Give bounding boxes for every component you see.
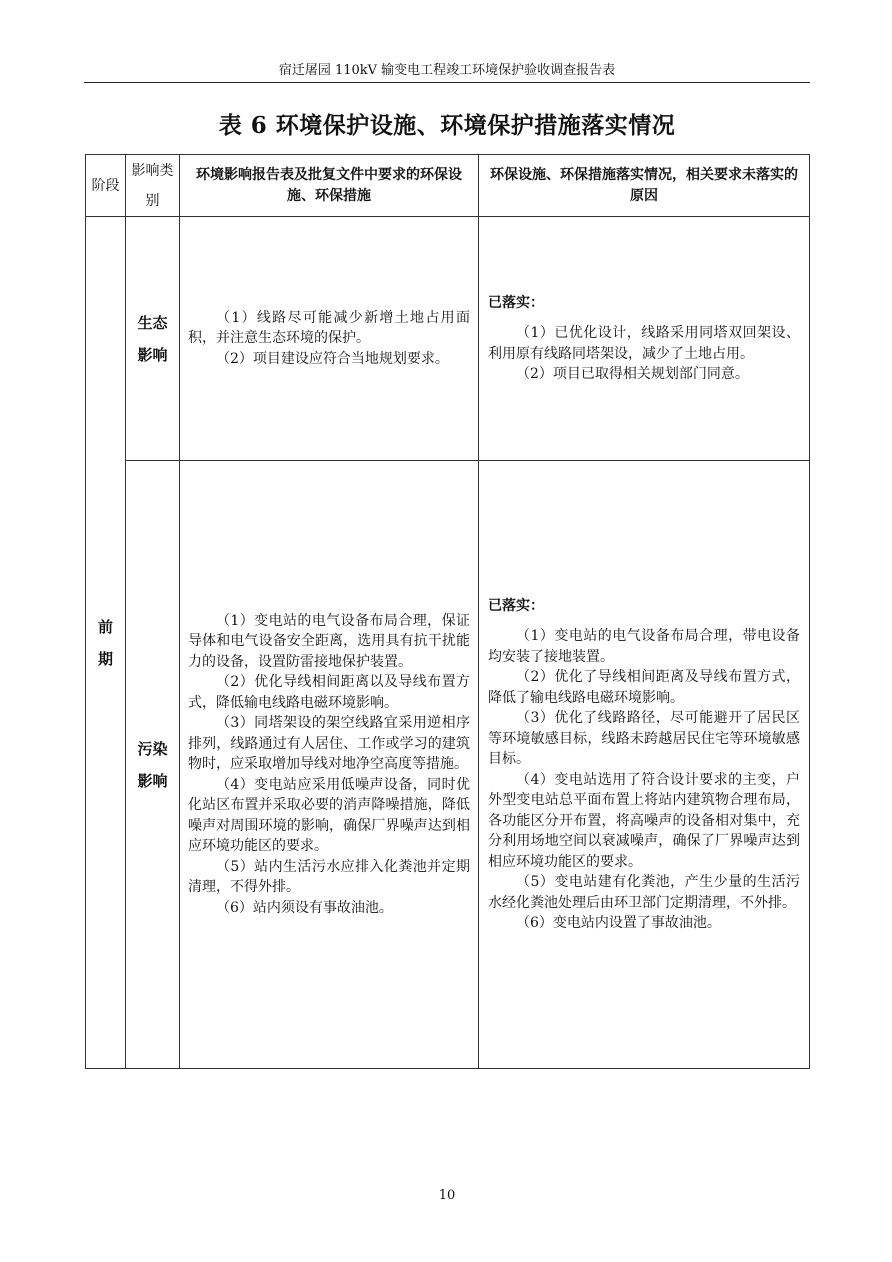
table-header-row: [86, 155, 810, 217]
header-requirements: 环境影响报告表及批复文件中要求的环保设施、环保措施: [180, 155, 479, 217]
stage-cell: [86, 217, 126, 1069]
implementation-item: （2）优化了导线相间距离及导线布置方式，降低了输电线路电磁环境影响。: [488, 669, 800, 706]
requirement-item: （2）项目建设应符合当地规划要求。: [216, 350, 449, 367]
header-implementation: 环保设施、环保措施落实情况，相关要求未落实的原因: [479, 155, 810, 217]
status-label: 已落实：: [488, 294, 544, 311]
page-number: 10: [438, 1188, 456, 1203]
requirement-item: （3）同塔架设的架空线路宜采用逆相序排列，线路通过有人居住、工作或学习的建筑物时，应采取增加导线对地净空高度等措施。: [188, 715, 470, 773]
requirement-item: （4）变电站应采用低噪声设备，同时优化站区布置并采取必要的消声降噪措施，降低噪声对周围环境的影响，确保厂界噪声达到相应环境功能区的要求。: [188, 776, 470, 855]
implementation-cell: [479, 461, 810, 1069]
implementation-item: （5）变电站建有化粪池，产生少量的生活污水经化粪池处理后由环卫部门定期清理，不外排。: [488, 874, 800, 911]
implementation-cell: [479, 217, 810, 461]
requirement-item: （1）线路尽可能减少新增土地占用面积，并注意生态环境的保护。: [188, 309, 470, 347]
requirements-cell: [180, 217, 479, 461]
implementation-item: （3）优化了线路路径，尽可能避开了居民区等环境敏感目标，线路未跨越居民住宅等环境敏感目标。: [488, 710, 800, 767]
table-row: [86, 217, 810, 461]
measures-table: [85, 154, 810, 1069]
impact-type-cell: [126, 461, 180, 1069]
table-row: [86, 461, 810, 1069]
header-impact-type: 影响类别: [126, 155, 180, 217]
header-stage: 阶段: [86, 155, 126, 217]
requirement-item: （5）站内生活污水应排入化粪池并定期清理，不得外排。: [188, 858, 470, 896]
impact-type-label: 生态影响: [137, 313, 168, 364]
impact-type-cell: [126, 217, 180, 461]
status-label: 已落实：: [488, 597, 544, 614]
implementation-item: （1）变电站的电气设备布局合理，带电设备均安装了接地装置。: [488, 628, 800, 665]
requirements-cell: [180, 461, 479, 1069]
implementation-item: （1）已优化设计，线路采用同塔双回架设、利用原有线路同塔架设，减少了土地占用。: [488, 325, 800, 362]
implementation-item: （6）变电站内设置了事故油池。: [516, 915, 721, 931]
implementation-item: （2）项目已取得相关规划部门同意。: [516, 366, 749, 382]
stage-label: 前期: [98, 617, 114, 668]
requirement-item: （2）优化导线相间距离以及导线布置方式，降低输电线路电磁环境影响。: [188, 674, 470, 711]
header-rule: [84, 82, 810, 83]
requirement-item: （6）站内须设有事故油池。: [216, 899, 393, 916]
impact-type-label: 污染影响: [137, 739, 168, 790]
running-header: 宿迁屠园 110kV 输变电工程竣工环境保护验收调查报告表: [278, 63, 616, 78]
implementation-item: （4）变电站选用了符合设计要求的主变，户外型变电站总平面布置上将站内建筑物合理布局，各功能区分开布置，将高噪声的设备相对集中，充分利用场地空间以衰减噪声，确保了厂界噪声达到相应环境功能区的要求。: [488, 771, 800, 870]
table-title: 表 6 环境保护设施、环境保护措施落实情况: [218, 112, 676, 139]
requirement-item: （1）变电站的电气设备布局合理，保证导体和电气设备安全距离，选用具有抗干扰能力的设备，设置防雷接地保护装置。: [188, 612, 470, 670]
